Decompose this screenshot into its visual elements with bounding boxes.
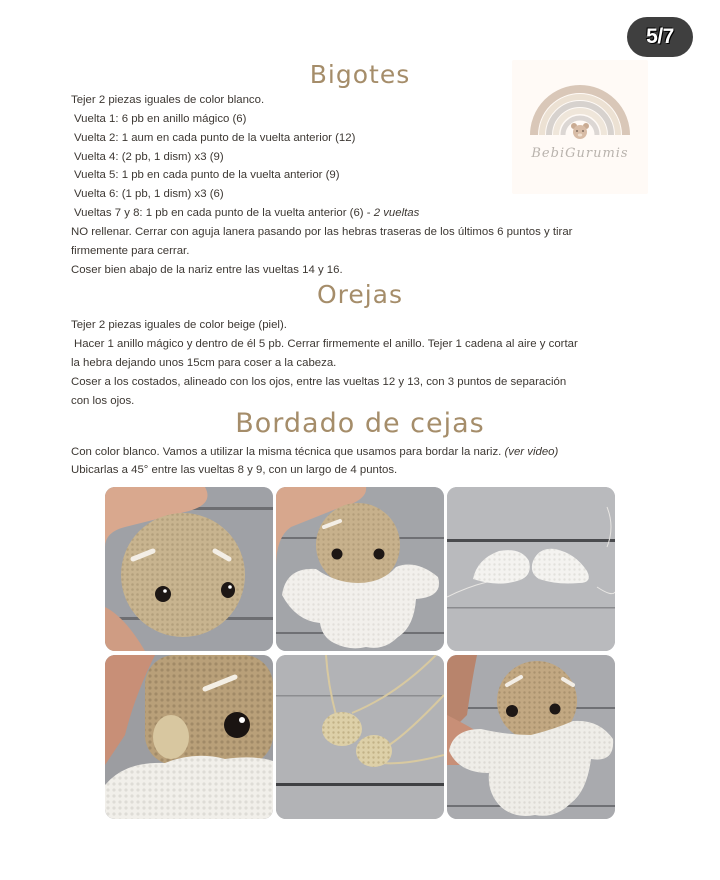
photo-grid [105,487,615,819]
orejas-line: Coser a los costados, alineado con los ojos, entre las vueltas 12 y 13, con 3 puntos de separación [71,376,567,388]
bigotes-line: Vuelta 4: (2 pb, 1 dism) x3 (9) [74,151,224,163]
page-indicator-badge: 5/7 [627,17,693,57]
photo-finished-head [447,655,615,819]
bigotes-line: Vuelta 2: 1 aum en cada punto de la vuelta anterior (12) [74,132,356,144]
bigotes-line-rounds-7-8 [74,204,419,223]
cejas-line-text: Con color blanco. Vamos a utilizar la misma técnica que usamos para bordar la nariz. [71,446,502,458]
photo-head-eyebrows [105,487,273,651]
section-title-orejas: Orejas [316,280,404,309]
photo-mustache-pieces [447,487,615,651]
orejas-line: la hebra dejando unos 15cm para coser a la cabeza. [71,357,337,369]
bigotes-note-italic: 2 vueltas [373,207,420,219]
bigotes-line: Vuelta 1: 6 pb en anillo mágico (6) [74,113,247,125]
photo-closeup-ear-beard [105,655,273,819]
bigotes-line: NO rellenar. Cerrar con aguja lanera pasando por las hebras traseras de los últimos 6 puntos y tirar [71,226,573,238]
cejas-line-technique [71,443,558,462]
cejas-line: Ubicarlas a 45° entre las vueltas 8 y 9, con un largo de 4 puntos. [71,464,398,476]
bigotes-line: Vuelta 5: 1 pb en cada punto de la vuelta anterior (9) [74,169,340,181]
orejas-line: con los ojos. [71,395,135,407]
bigotes-line: Tejer 2 piezas iguales de color blanco. [71,94,265,106]
photo-head-mustache [276,487,444,651]
bigotes-line: Coser bien abajo de la nariz entre las vueltas 14 y 16. [71,264,343,276]
bigotes-line-text: Vueltas 7 y 8: 1 pb en cada punto de la vuelta anterior (6) - [74,207,371,219]
orejas-line: Tejer 2 piezas iguales de color beige (piel). [71,319,287,331]
orejas-line: Hacer 1 anillo mágico y dentro de él 5 pb. Cerrar firmemente el anillo. Tejer 1 cadena al aire y cortar [74,338,578,350]
section-title-bigotes: Bigotes [309,60,411,89]
section-title-cejas: Bordado de cejas [235,408,485,439]
logo-text: BebiGurumis [531,146,629,161]
photo-ears [276,655,444,819]
ver-video-link[interactable]: (ver video) [504,446,559,458]
bigotes-line: firmemente para cerrar. [71,245,190,257]
bigotes-line: Vuelta 6: (1 pb, 1 dism) x3 (6) [74,188,224,200]
